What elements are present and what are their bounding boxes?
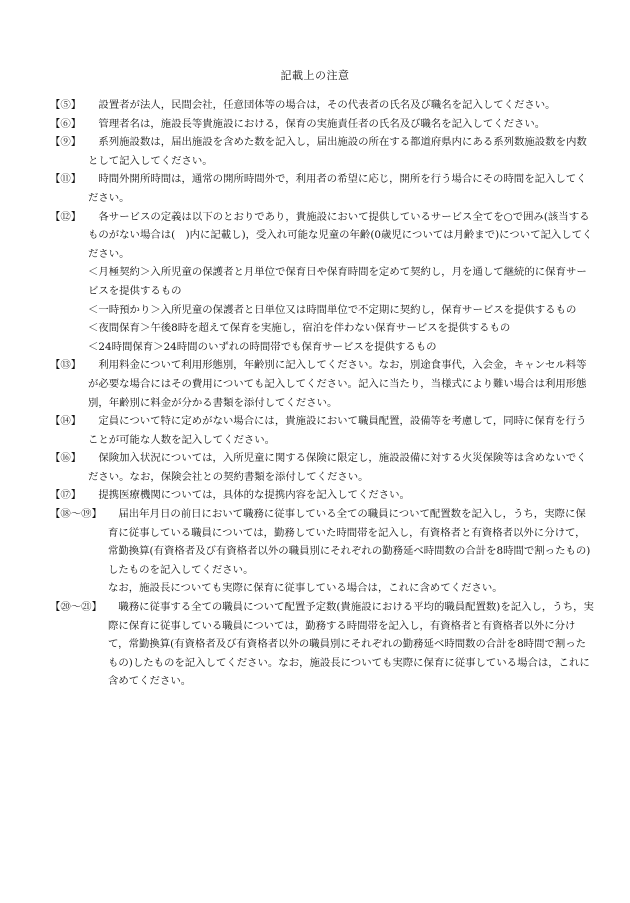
note-paragraph: 時間外開所時間は，通常の開所時間外で，利用者の希望に応じ，開所を行う場合にその時間を記入してください。 — [88, 173, 587, 204]
note-paragraph: ＜一時預かり＞入所児童の保護者と日単位又は時間単位で不定期に契約し，保育サービスを提供するもの — [88, 303, 577, 316]
note-body — [88, 170, 595, 207]
note-body — [88, 133, 595, 170]
note-entry — [50, 449, 595, 486]
note-label: 【⑳～㉑】 — [50, 601, 102, 614]
note-entry — [50, 412, 595, 449]
note-label: 【⑬】 — [50, 359, 82, 372]
notes-list — [50, 96, 595, 691]
note-label: 【⑱～⑲】 — [50, 508, 102, 521]
note-entry — [50, 598, 595, 691]
note-entry — [50, 115, 595, 134]
note-entry — [50, 486, 595, 505]
note-body — [88, 412, 595, 449]
note-body — [88, 96, 595, 115]
note-body — [88, 449, 595, 486]
note-label: 【⑪】 — [50, 173, 82, 186]
note-entry — [50, 505, 595, 598]
note-paragraph: 届出年月日の前日において職務に従事している全ての職員について配置数を記入し，うち，実際に保育に従事している職員については，勤務していた時間帯を記入し，有資格者と有資格者以外に分けて，常勤換算(有資格者及び有資格者以外の職員別にそれぞれの勤務延べ時間数の合計を8時間で割ったもの)したものを記入してください。 — [108, 508, 591, 576]
note-body — [88, 356, 595, 412]
note-body — [108, 598, 595, 691]
note-paragraph: 定員について特に定めがない場合には，貴施設において職員配置，設備等を考慮して，同時に保育を行うことが可能な人数を記入してください。 — [88, 415, 587, 446]
note-label: 【⑰】 — [50, 489, 82, 502]
note-paragraph: 提携医療機関については，具体的な提携内容を記入してください。 — [98, 489, 410, 502]
note-paragraph: 職務に従事する全ての職員について配置予定数(貴施設における平均的職員配置数)を記入し，うち，実際に保育に従事している職員については，勤務する時間帯を記入し，有資格者と有資格者以外に分けて，常勤換算(有資格者及び有資格者以外の職員別にそれぞれの勤務延べ時間数の合計を8時間で割ったもの)したものを記入してください。なお，施設長についても実際に保育に従事している場合は，これに含めてください。 — [108, 601, 594, 688]
note-paragraph: ＜夜間保育＞午後8時を超えて保育を実施し，宿泊を伴わない保育サービスを提供するもの — [88, 322, 511, 335]
page-title: 記載上の注意 — [280, 69, 350, 82]
note-paragraph: ＜月極契約＞入所児童の保護者と月単位で保育日や保育時間を定めて契約し，月を通して継続的に保育サービスを提供するもの — [88, 266, 587, 297]
note-paragraph: 系列施設数は，届出施設を含めた数を記入し，届出施設の所在する都道府県内にある系列数施設数を内数として記入してください。 — [88, 136, 587, 167]
note-entry — [50, 208, 595, 357]
note-label: 【⑨】 — [50, 136, 82, 149]
note-label: 【⑤】 — [50, 99, 82, 111]
note-entry — [50, 170, 595, 207]
note-body — [88, 486, 595, 505]
note-paragraph: なお，施設長についても実際に保育に従事している場合は，これに含めてください。 — [108, 582, 503, 595]
note-label: 【⑭】 — [50, 415, 82, 428]
note-paragraph: 利用料金について利用形態別，年齢別に記入してください。なお，別途食事代，入会金，キャンセル料等が必要な場合にはその費用についても記入してください。記入に当たり，当様式により難い場合は利用形態別，年齢別に料金が分かる書類を添付してください。 — [88, 359, 587, 409]
note-paragraph: 設置者が法人，民間会社，任意団体等の場合は，その代表者の氏名及び職名を記入してください。 — [98, 99, 556, 111]
note-paragraph: 保険加入状況については，入所児童に関する保険に限定し，施設設備に対する火災保険等は含めないでください。なお，保険会社との契約書類を添付してください。 — [88, 452, 587, 483]
note-entry — [50, 356, 595, 412]
note-body — [108, 505, 595, 598]
note-paragraph: 各サービスの定義は以下のとおりであり，貴施設において提供しているサービス全てを○で囲み(該当するものがない場合は( )内に記載し)，受入れ可能な児童の年齢(0歳児については月齢まで)について記入してください。 — [88, 210, 593, 260]
note-body — [88, 208, 595, 357]
note-label: 【⑥】 — [50, 117, 82, 130]
note-label: 【⑫】 — [50, 210, 82, 223]
note-paragraph: ＜24時間保育＞24時間のいずれの時間帯でも保育サービスを提供するもの — [88, 340, 437, 353]
note-label: 【⑯】 — [50, 452, 82, 465]
note-entry — [50, 133, 595, 170]
note-entry — [50, 96, 595, 115]
note-body — [88, 115, 595, 134]
note-paragraph: 管理者名は，施設長等貴施設における，保育の実施責任者の氏名及び職名を記入してください。 — [98, 117, 546, 130]
